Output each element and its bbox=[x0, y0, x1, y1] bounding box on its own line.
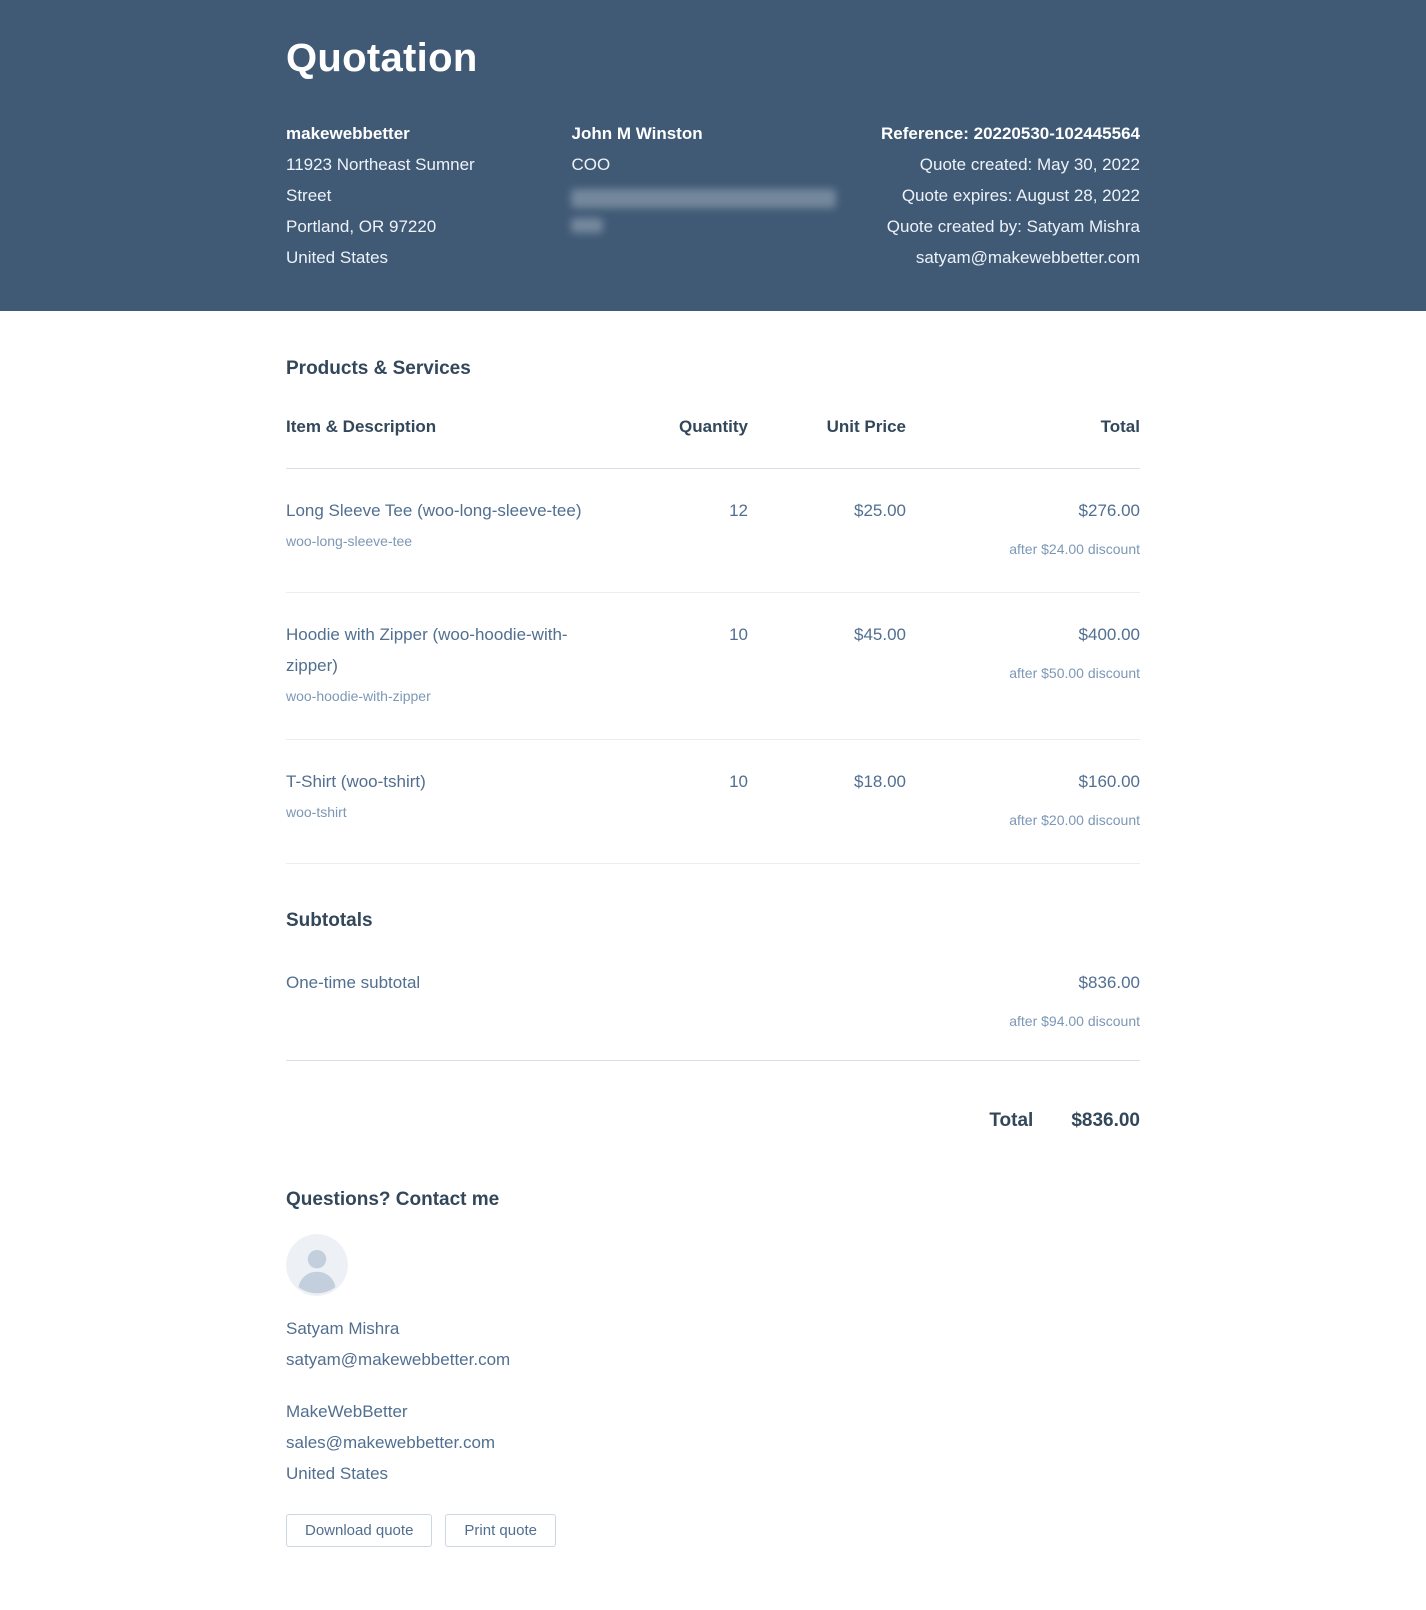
subtotals-section bbox=[286, 864, 1140, 1132]
subtotals-heading: Subtotals bbox=[286, 910, 373, 931]
product-quantity: 10 bbox=[729, 625, 748, 644]
product-name: T-Shirt (woo-tshirt) bbox=[286, 772, 426, 791]
grand-total-amount: $836.00 bbox=[1071, 1110, 1140, 1131]
contact-person-name: Satyam Mishra bbox=[286, 1319, 400, 1338]
grand-total-label: Total bbox=[989, 1110, 1034, 1131]
product-name: Long Sleeve Tee (woo-long-sleeve-tee) bbox=[286, 501, 582, 520]
recipient-role: COO bbox=[571, 155, 611, 174]
product-sku: woo-hoodie-with-zipper bbox=[286, 688, 431, 704]
quote-meta bbox=[836, 118, 1140, 273]
product-discount-note: after $24.00 discount bbox=[1009, 541, 1140, 557]
product-quantity: 12 bbox=[729, 501, 748, 520]
product-total: $160.00 bbox=[1078, 772, 1140, 791]
contact-company-email: sales@makewebbetter.com bbox=[286, 1433, 496, 1452]
recipient-name: John M Winston bbox=[571, 124, 703, 143]
print-quote-button[interactable]: Print quote bbox=[445, 1514, 556, 1547]
column-header-quantity: Quantity bbox=[679, 417, 748, 436]
download-quote-button[interactable]: Download quote bbox=[286, 1514, 432, 1547]
avatar bbox=[286, 1234, 348, 1296]
column-header-item: Item & Description bbox=[286, 417, 437, 436]
product-unit-price: $45.00 bbox=[854, 625, 906, 644]
table-row bbox=[286, 593, 1140, 740]
recipient-info bbox=[571, 118, 836, 273]
table-row bbox=[286, 469, 1140, 593]
product-discount-note: after $50.00 discount bbox=[1009, 665, 1140, 681]
contact-company-name: MakeWebBetter bbox=[286, 1402, 408, 1421]
subtotal-amount: $836.00 bbox=[1078, 973, 1140, 992]
contact-person bbox=[286, 1313, 1140, 1375]
sender-city: Portland, OR 97220 bbox=[286, 217, 437, 236]
quote-creator-email: satyam@makewebbetter.com bbox=[915, 248, 1140, 267]
quote-created-date: Quote created: May 30, 2022 bbox=[919, 155, 1140, 174]
quote-body bbox=[286, 311, 1140, 1610]
column-header-total: Total bbox=[1100, 417, 1140, 436]
contact-company-country: United States bbox=[286, 1464, 389, 1483]
products-table-header bbox=[286, 417, 1140, 469]
quote-expires-date: Quote expires: August 28, 2022 bbox=[901, 186, 1140, 205]
products-heading: Products & Services bbox=[286, 358, 471, 379]
subtotal-label: One-time subtotal bbox=[286, 973, 421, 992]
table-row bbox=[286, 740, 1140, 864]
contact-section bbox=[286, 1132, 1140, 1489]
contact-heading: Questions? Contact me bbox=[286, 1189, 500, 1210]
product-sku: woo-tshirt bbox=[286, 804, 347, 820]
quote-created-by: Quote created by: Satyam Mishra bbox=[886, 217, 1140, 236]
sender-address: 11923 Northeast Sumner Street bbox=[286, 155, 475, 205]
quote-reference: Reference: 20220530-102445564 bbox=[881, 124, 1140, 143]
product-discount-note: after $20.00 discount bbox=[1009, 812, 1140, 828]
subtotal-row bbox=[286, 967, 1140, 1061]
product-unit-price: $18.00 bbox=[854, 772, 906, 791]
product-total: $276.00 bbox=[1078, 501, 1140, 520]
redacted-email-line bbox=[571, 189, 836, 208]
product-total: $400.00 bbox=[1078, 625, 1140, 644]
contact-company bbox=[286, 1396, 1140, 1489]
column-header-unit-price: Unit Price bbox=[826, 417, 906, 436]
product-sku: woo-long-sleeve-tee bbox=[286, 533, 413, 549]
product-name: Hoodie with Zipper (woo-hoodie-with-zipper) bbox=[286, 625, 568, 675]
redacted-email-line bbox=[571, 218, 603, 233]
person-icon bbox=[286, 1234, 348, 1296]
quote-actions bbox=[286, 1514, 1140, 1610]
grand-total-row bbox=[286, 1110, 1140, 1132]
sender-country: United States bbox=[286, 248, 389, 267]
product-quantity: 10 bbox=[729, 772, 748, 791]
page-title: Quotation bbox=[286, 36, 478, 80]
quote-header bbox=[0, 0, 1426, 311]
product-unit-price: $25.00 bbox=[854, 501, 906, 520]
sender-info bbox=[286, 118, 571, 273]
products-section bbox=[286, 311, 1140, 864]
sender-company-name: makewebbetter bbox=[286, 124, 410, 143]
subtotal-discount-note: after $94.00 discount bbox=[1009, 1013, 1140, 1029]
header-columns bbox=[286, 118, 1140, 273]
contact-person-email: satyam@makewebbetter.com bbox=[286, 1350, 511, 1369]
